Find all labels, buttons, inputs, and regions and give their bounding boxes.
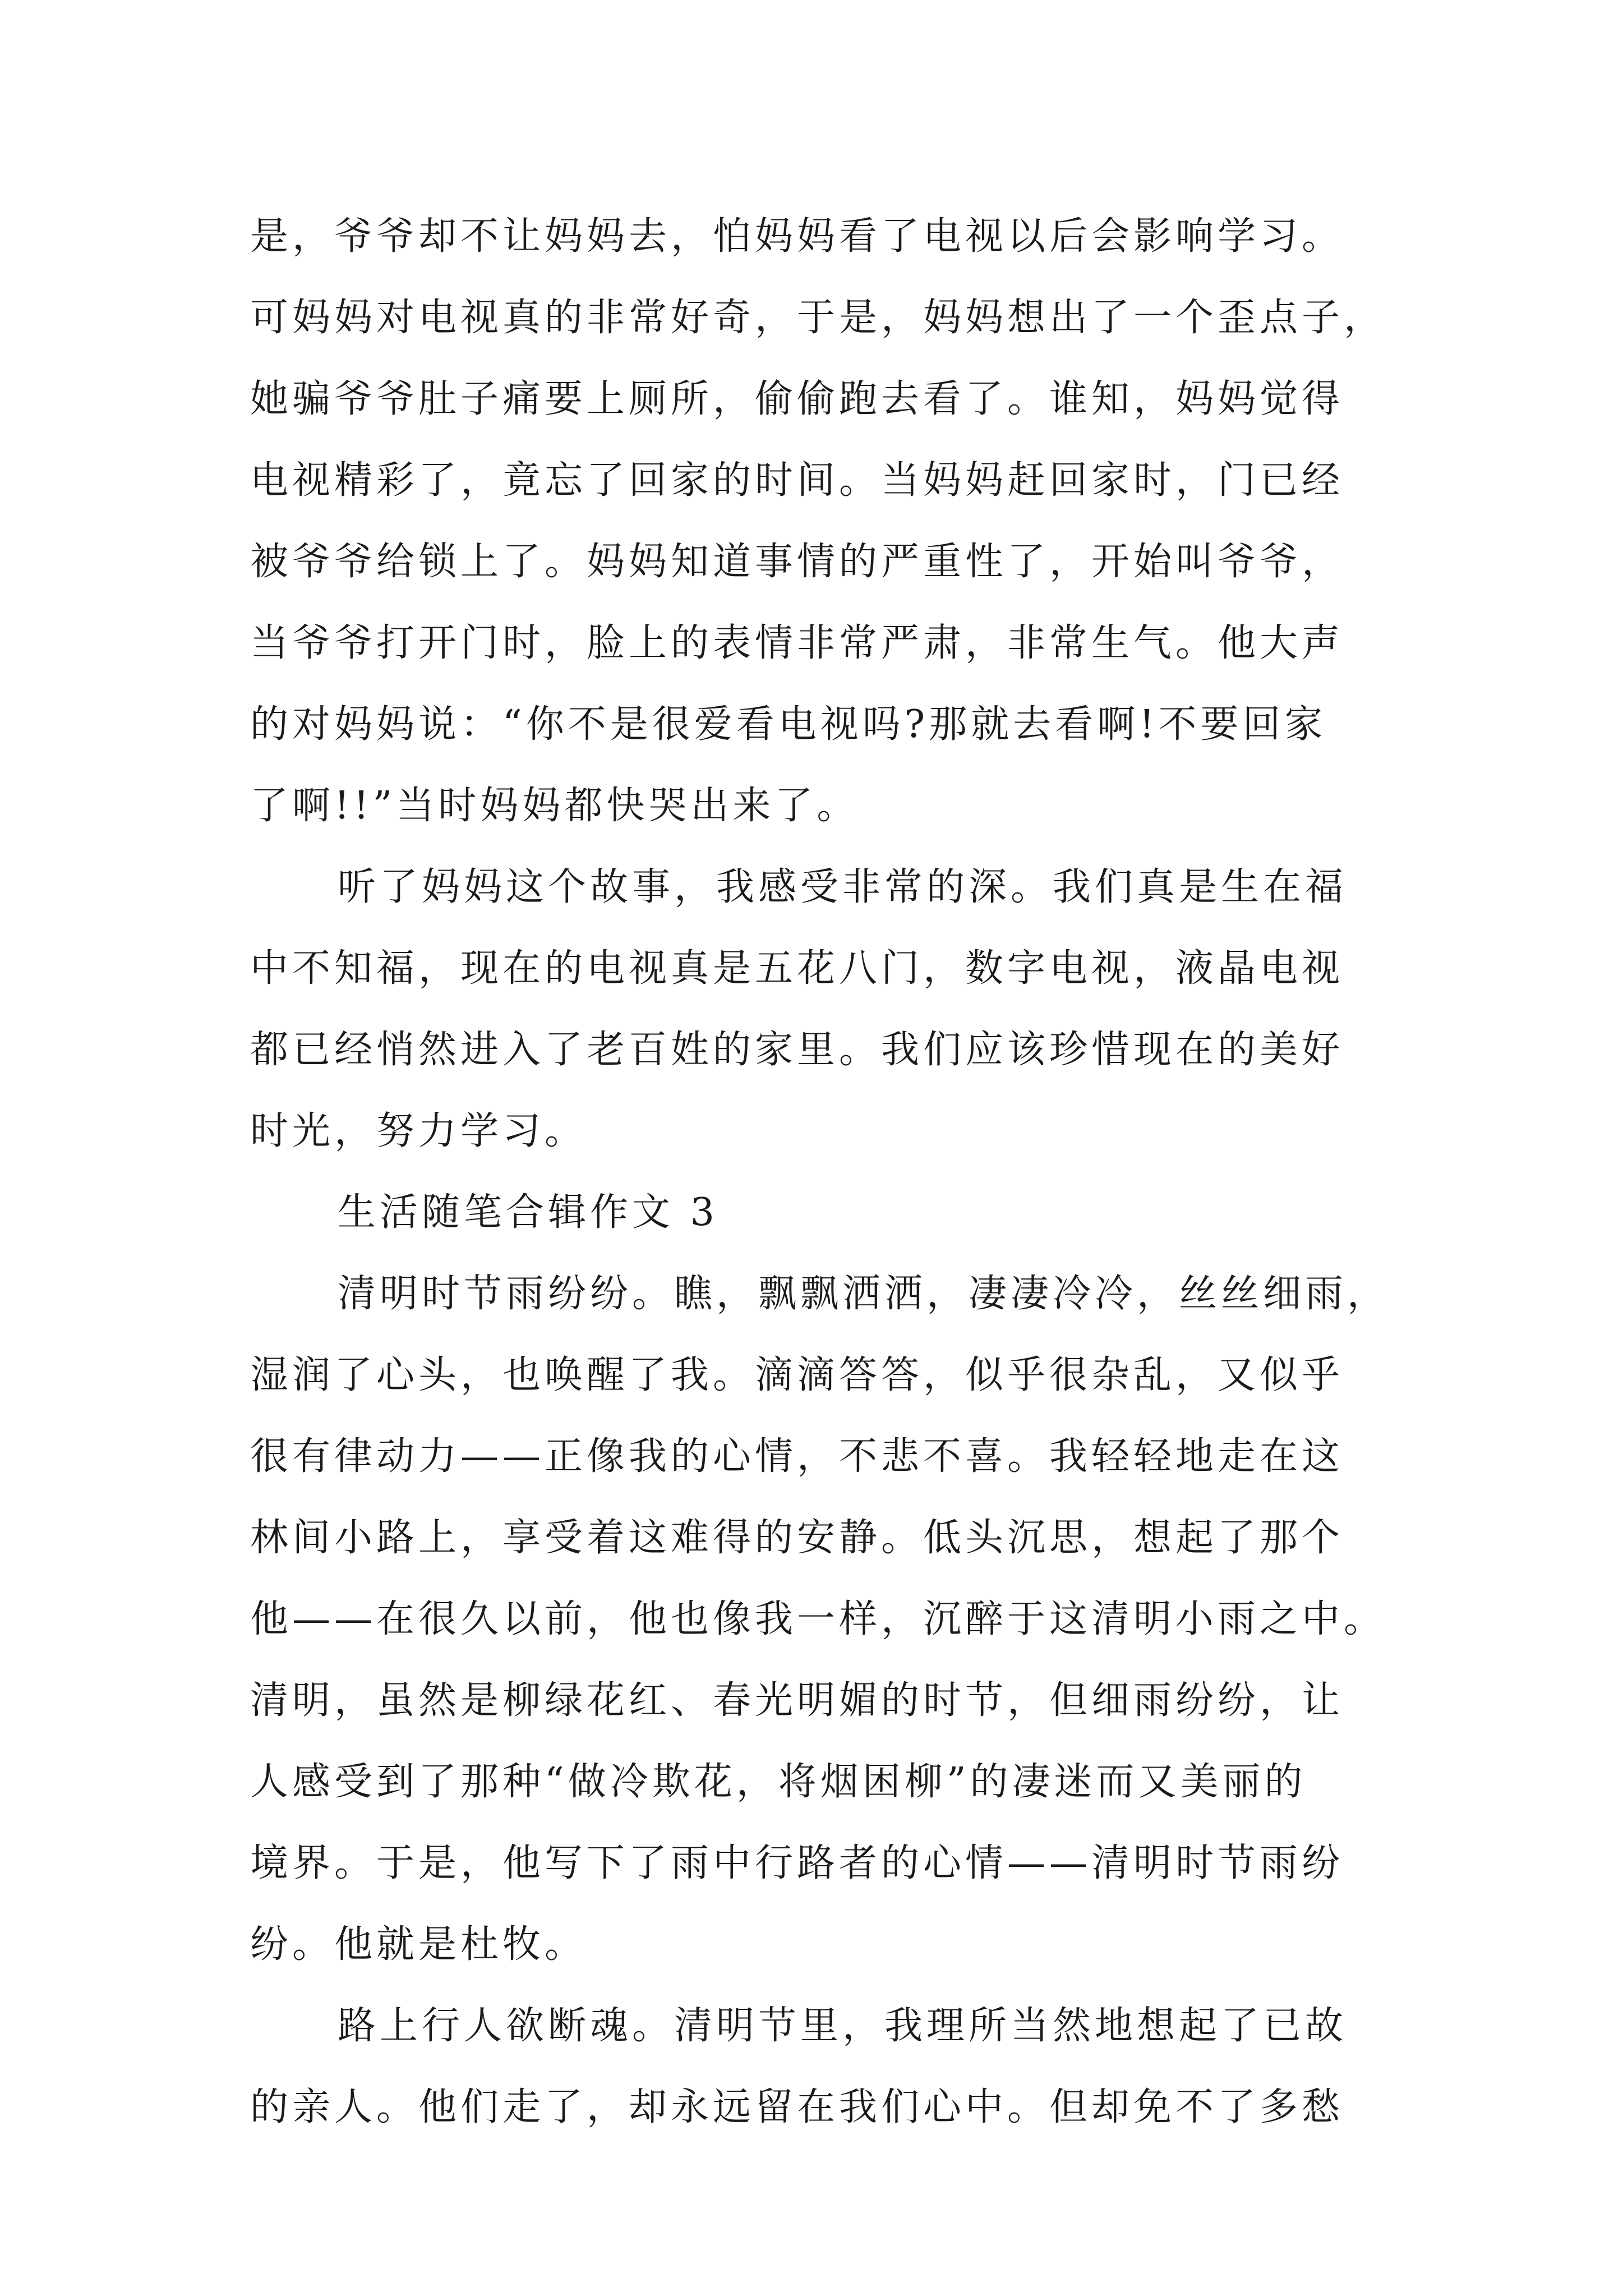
text-line: 中不知福，现在的电视真是五花八门，数字电视，液晶电视: [250, 946, 1344, 991]
text-line: 他——在很久以前，他也像我一样，沉醉于这清明小雨之中。: [250, 1597, 1386, 1641]
text-line: 的对妈妈说：“你不是很爱看电视吗?那就去看啊!不要回家: [250, 702, 1327, 747]
essay-body: [250, 196, 1389, 2148]
text-line: 纷。他就是杜牧。: [250, 1922, 587, 1967]
text-line: 清明，虽然是柳绿花红、春光明媚的时节，但细雨纷纷，让: [250, 1678, 1344, 1723]
text-line: 电视精彩了，竟忘了回家的时间。当妈妈赶回家时，门已经: [250, 458, 1344, 503]
text-line: 境界。于是，他写下了雨中行路者的心情——清明时节雨纷: [250, 1841, 1344, 1885]
paragraph-start-line: 听了妈妈这个故事，我感受非常的深。我们真是生在福: [338, 865, 1348, 909]
text-line: 她骗爷爷肚子痛要上厕所，偷偷跑去看了。谁知，妈妈觉得: [250, 377, 1344, 421]
text-line: 是，爷爷却不让妈妈去，怕妈妈看了电视以后会影响学习。: [250, 214, 1344, 259]
section-heading: 生活随笔合辑作文 3: [338, 1190, 718, 1235]
text-line: 林间小路上，享受着这难得的安静。低头沉思，想起了那个: [250, 1516, 1344, 1560]
text-line: 时光，努力学习。: [250, 1109, 587, 1153]
text-line: 很有律动力——正像我的心情，不悲不喜。我轻轻地走在这: [250, 1434, 1344, 1479]
text-line: 湿润了心头，也唤醒了我。滴滴答答，似乎很杂乱，又似乎: [250, 1353, 1344, 1397]
text-line: 可妈妈对电视真的非常好奇，于是，妈妈想出了一个歪点子，: [250, 296, 1386, 340]
paragraph-start-line: 清明时节雨纷纷。瞧，飘飘洒洒，凄凄冷冷，丝丝细雨，: [338, 1272, 1390, 1316]
text-line: 当爷爷打开门时，脸上的表情非常严肃，非常生气。他大声: [250, 621, 1344, 665]
text-line: 被爷爷给锁上了。妈妈知道事情的严重性了，开始叫爷爷，: [250, 540, 1344, 584]
text-line: 了啊!!”当时妈妈都快哭出来了。: [250, 784, 859, 828]
paragraph-start-line: 路上行人欲断魂。清明节里，我理所当然地想起了已故: [338, 2004, 1348, 2048]
text-line: 都已经悄然进入了老百姓的家里。我们应该珍惜现在的美好: [250, 1028, 1344, 1072]
text-line: 的亲人。他们走了，却永远留在我们心中。但却免不了多愁: [250, 2085, 1344, 2129]
text-line: 人感受到了那种“做冷欺花，将烟困柳”的凄迷而又美丽的: [250, 1760, 1307, 1804]
